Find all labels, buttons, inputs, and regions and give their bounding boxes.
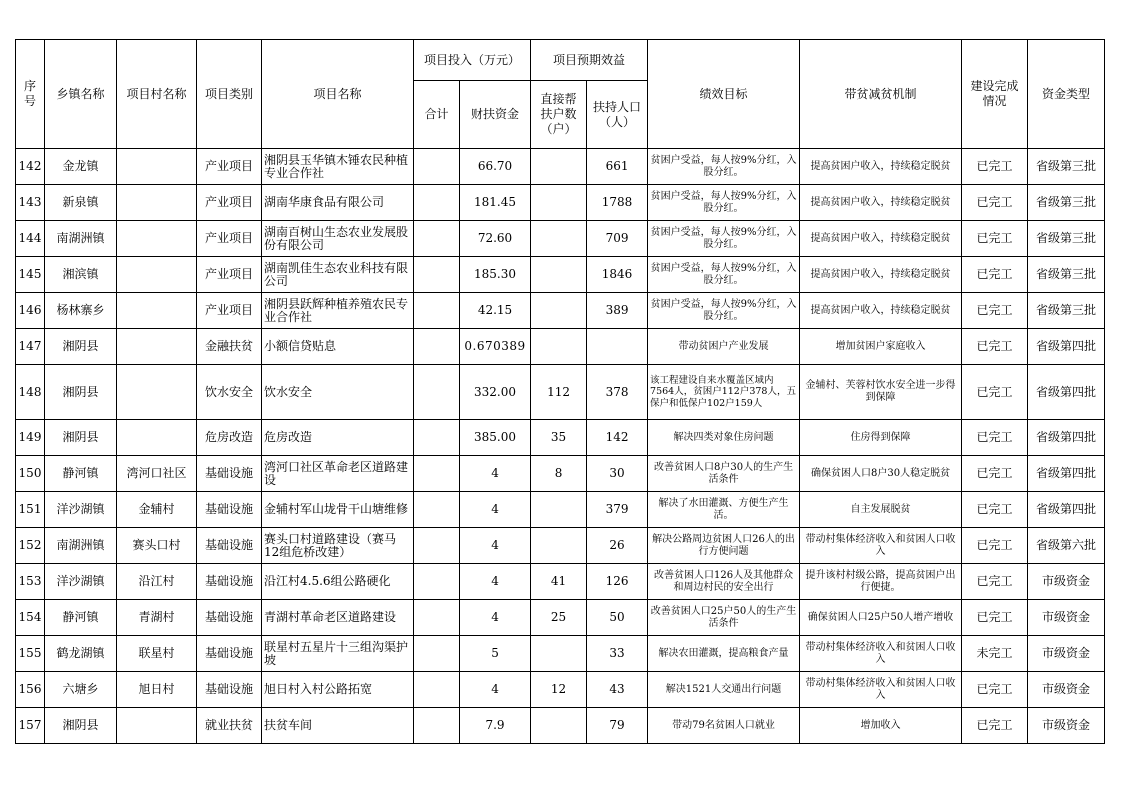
cell-fund: 5 — [460, 636, 531, 672]
project-table-sheet — [15, 39, 1105, 744]
cell-status: 已完工 — [962, 420, 1028, 456]
cell-category: 饮水安全 — [197, 365, 262, 420]
cell-status: 已完工 — [962, 185, 1028, 221]
cell-mechanism: 带动村集体经济收入和贫困人口收入 — [800, 636, 962, 672]
table-header — [16, 40, 1105, 149]
cell-funding: 省级第三批 — [1028, 221, 1105, 257]
cell-town: 湘阴县 — [45, 708, 117, 744]
cell-village — [117, 293, 197, 329]
cell-households: 8 — [531, 456, 587, 492]
cell-mechanism: 提高贫困户收入，持续稳定脱贫 — [800, 185, 962, 221]
cell-population: 50 — [587, 600, 648, 636]
cell-town: 南湖洲镇 — [45, 221, 117, 257]
cell-funding: 省级第三批 — [1028, 185, 1105, 221]
cell-village — [117, 708, 197, 744]
cell-total — [414, 149, 460, 185]
cell-population — [587, 329, 648, 365]
cell-village — [117, 149, 197, 185]
cell-project: 小额信贷贴息 — [262, 329, 414, 365]
cell-mechanism: 确保贫困人口8户30人稳定脱贫 — [800, 456, 962, 492]
cell-households — [531, 636, 587, 672]
table-row — [16, 456, 1105, 492]
cell-status: 已完工 — [962, 456, 1028, 492]
cell-seq: 145 — [16, 257, 45, 293]
cell-goal: 解决四类对象住房问题 — [648, 420, 800, 456]
cell-fund: 0.670389 — [460, 329, 531, 365]
cell-population: 30 — [587, 456, 648, 492]
cell-population: 1846 — [587, 257, 648, 293]
project-table — [15, 39, 1105, 744]
header-project: 项目名称 — [262, 40, 414, 149]
cell-project: 湘阴县玉华镇木锤农民种植专业合作社 — [262, 149, 414, 185]
cell-project: 扶贫车间 — [262, 708, 414, 744]
cell-category: 产业项目 — [197, 185, 262, 221]
cell-town: 南湖洲镇 — [45, 528, 117, 564]
cell-status: 未完工 — [962, 636, 1028, 672]
cell-goal: 解决了水田灌溉、方便生产生活。 — [648, 492, 800, 528]
cell-fund: 4 — [460, 456, 531, 492]
header-seq: 序号 — [16, 40, 45, 149]
cell-households — [531, 149, 587, 185]
cell-mechanism: 提升该村村级公路，提高贫困户出行便捷。 — [800, 564, 962, 600]
cell-status: 已完工 — [962, 708, 1028, 744]
cell-total — [414, 672, 460, 708]
cell-town: 新泉镇 — [45, 185, 117, 221]
cell-population: 26 — [587, 528, 648, 564]
cell-fund: 4 — [460, 564, 531, 600]
cell-project: 旭日村入村公路拓宽 — [262, 672, 414, 708]
cell-total — [414, 257, 460, 293]
cell-population: 378 — [587, 365, 648, 420]
cell-status: 已完工 — [962, 528, 1028, 564]
cell-households: 25 — [531, 600, 587, 636]
cell-seq: 152 — [16, 528, 45, 564]
cell-goal: 带动贫困户产业发展 — [648, 329, 800, 365]
cell-funding: 市级资金 — [1028, 708, 1105, 744]
cell-mechanism: 确保贫困人口25户50人增产增收 — [800, 600, 962, 636]
cell-goal: 贫困户受益，每人按9%分红，入股分红。 — [648, 293, 800, 329]
cell-seq: 156 — [16, 672, 45, 708]
cell-total — [414, 456, 460, 492]
header-mechanism: 带贫减贫机制 — [800, 40, 962, 149]
cell-town: 鹤龙湖镇 — [45, 636, 117, 672]
header-status: 建设完成情况 — [962, 40, 1028, 149]
cell-fund: 72.60 — [460, 221, 531, 257]
cell-village: 联星村 — [117, 636, 197, 672]
cell-funding: 市级资金 — [1028, 600, 1105, 636]
cell-village: 湾河口社区 — [117, 456, 197, 492]
cell-status: 已完工 — [962, 365, 1028, 420]
cell-category: 产业项目 — [197, 221, 262, 257]
cell-village — [117, 329, 197, 365]
cell-village: 青湖村 — [117, 600, 197, 636]
table-row — [16, 528, 1105, 564]
cell-funding: 省级第四批 — [1028, 492, 1105, 528]
cell-households: 112 — [531, 365, 587, 420]
cell-funding: 省级第三批 — [1028, 293, 1105, 329]
cell-goal: 改善贫困人口8户30人的生产生活条件 — [648, 456, 800, 492]
cell-mechanism: 带动村集体经济收入和贫困人口收入 — [800, 672, 962, 708]
table-row — [16, 672, 1105, 708]
cell-fund: 66.70 — [460, 149, 531, 185]
cell-seq: 147 — [16, 329, 45, 365]
cell-status: 已完工 — [962, 329, 1028, 365]
cell-goal: 改善贫困人口25户50人的生产生活条件 — [648, 600, 800, 636]
cell-seq: 153 — [16, 564, 45, 600]
cell-mechanism: 提高贫困户收入，持续稳定脱贫 — [800, 221, 962, 257]
table-row — [16, 329, 1105, 365]
cell-seq: 149 — [16, 420, 45, 456]
table-row — [16, 564, 1105, 600]
cell-mechanism: 增加贫困户家庭收入 — [800, 329, 962, 365]
cell-fund: 385.00 — [460, 420, 531, 456]
cell-village: 赛头口村 — [117, 528, 197, 564]
cell-project: 联星村五星片十三组沟渠护坡 — [262, 636, 414, 672]
cell-town: 杨林寨乡 — [45, 293, 117, 329]
cell-town: 湘阴县 — [45, 420, 117, 456]
cell-population: 661 — [587, 149, 648, 185]
header-town: 乡镇名称 — [45, 40, 117, 149]
cell-population: 379 — [587, 492, 648, 528]
cell-status: 已完工 — [962, 492, 1028, 528]
cell-mechanism: 带动村集体经济收入和贫困人口收入 — [800, 528, 962, 564]
cell-goal: 改善贫困人口126人及其他群众和周边村民的安全出行 — [648, 564, 800, 600]
cell-category: 基础设施 — [197, 672, 262, 708]
cell-town: 洋沙湖镇 — [45, 564, 117, 600]
header-fund: 财扶资金 — [460, 81, 531, 149]
cell-fund: 185.30 — [460, 257, 531, 293]
header-population: 扶持人口（人） — [587, 81, 648, 149]
cell-total — [414, 293, 460, 329]
cell-total — [414, 636, 460, 672]
cell-households — [531, 329, 587, 365]
cell-category: 产业项目 — [197, 257, 262, 293]
cell-goal: 贫困户受益，每人按9%分红，入股分红。 — [648, 149, 800, 185]
cell-seq: 144 — [16, 221, 45, 257]
cell-town: 静河镇 — [45, 600, 117, 636]
cell-project: 湖南百树山生态农业发展股份有限公司 — [262, 221, 414, 257]
cell-households: 12 — [531, 672, 587, 708]
cell-town: 湘阴县 — [45, 329, 117, 365]
cell-goal: 解决公路周边贫困人口26人的出行方便问题 — [648, 528, 800, 564]
cell-households — [531, 185, 587, 221]
table-row — [16, 185, 1105, 221]
cell-goal: 解决农田灌溉，提高粮食产量 — [648, 636, 800, 672]
cell-goal: 贫困户受益，每人按9%分红，入股分红。 — [648, 185, 800, 221]
cell-population: 1788 — [587, 185, 648, 221]
cell-status: 已完工 — [962, 293, 1028, 329]
cell-project: 湖南华康食品有限公司 — [262, 185, 414, 221]
cell-town: 金龙镇 — [45, 149, 117, 185]
cell-category: 产业项目 — [197, 149, 262, 185]
cell-goal: 带动79名贫困人口就业 — [648, 708, 800, 744]
cell-seq: 150 — [16, 456, 45, 492]
cell-category: 基础设施 — [197, 564, 262, 600]
cell-seq: 157 — [16, 708, 45, 744]
cell-households — [531, 708, 587, 744]
cell-mechanism: 自主发展脱贫 — [800, 492, 962, 528]
cell-town: 洋沙湖镇 — [45, 492, 117, 528]
cell-village: 金辅村 — [117, 492, 197, 528]
table-row — [16, 708, 1105, 744]
cell-status: 已完工 — [962, 221, 1028, 257]
cell-population: 33 — [587, 636, 648, 672]
cell-village — [117, 257, 197, 293]
cell-seq: 143 — [16, 185, 45, 221]
table-row — [16, 600, 1105, 636]
cell-goal: 贫困户受益，每人按9%分红，入股分红。 — [648, 257, 800, 293]
cell-total — [414, 528, 460, 564]
cell-funding: 省级第四批 — [1028, 329, 1105, 365]
cell-total — [414, 600, 460, 636]
cell-seq: 155 — [16, 636, 45, 672]
table-row — [16, 420, 1105, 456]
cell-total — [414, 492, 460, 528]
cell-mechanism: 提高贫困户收入，持续稳定脱贫 — [800, 149, 962, 185]
table-row — [16, 257, 1105, 293]
cell-category: 就业扶贫 — [197, 708, 262, 744]
cell-population: 142 — [587, 420, 648, 456]
cell-town: 湘阴县 — [45, 365, 117, 420]
cell-project: 危房改造 — [262, 420, 414, 456]
cell-project: 湘阴县跃辉种植养殖农民专业合作社 — [262, 293, 414, 329]
cell-population: 79 — [587, 708, 648, 744]
cell-total — [414, 708, 460, 744]
cell-category: 金融扶贫 — [197, 329, 262, 365]
cell-mechanism: 金辅村、芙蓉村饮水安全进一步得到保障 — [800, 365, 962, 420]
cell-village — [117, 365, 197, 420]
cell-category: 基础设施 — [197, 636, 262, 672]
cell-status: 已完工 — [962, 600, 1028, 636]
cell-seq: 151 — [16, 492, 45, 528]
cell-fund: 4 — [460, 672, 531, 708]
cell-project: 金辅村军山垅骨干山塘维修 — [262, 492, 414, 528]
table-row — [16, 293, 1105, 329]
cell-population: 389 — [587, 293, 648, 329]
cell-funding: 省级第三批 — [1028, 257, 1105, 293]
cell-funding: 省级第三批 — [1028, 149, 1105, 185]
header-category: 项目类别 — [197, 40, 262, 149]
cell-project: 湾河口社区革命老区道路建设 — [262, 456, 414, 492]
cell-category: 产业项目 — [197, 293, 262, 329]
cell-households — [531, 293, 587, 329]
cell-project: 湖南凯佳生态农业科技有限公司 — [262, 257, 414, 293]
cell-category: 基础设施 — [197, 600, 262, 636]
cell-population: 126 — [587, 564, 648, 600]
cell-households: 35 — [531, 420, 587, 456]
header-investment: 项目投入（万元） — [414, 40, 531, 81]
cell-status: 已完工 — [962, 672, 1028, 708]
table-body — [16, 149, 1105, 744]
header-total: 合计 — [414, 81, 460, 149]
table-row — [16, 221, 1105, 257]
cell-funding: 省级第四批 — [1028, 420, 1105, 456]
cell-fund: 7.9 — [460, 708, 531, 744]
cell-village: 沿江村 — [117, 564, 197, 600]
cell-town: 六塘乡 — [45, 672, 117, 708]
cell-status: 已完工 — [962, 257, 1028, 293]
cell-seq: 148 — [16, 365, 45, 420]
cell-seq: 154 — [16, 600, 45, 636]
cell-total — [414, 185, 460, 221]
cell-mechanism: 增加收入 — [800, 708, 962, 744]
cell-mechanism: 住房得到保障 — [800, 420, 962, 456]
cell-goal: 贫困户受益，每人按9%分红，入股分红。 — [648, 221, 800, 257]
cell-village — [117, 185, 197, 221]
cell-total — [414, 420, 460, 456]
cell-households — [531, 221, 587, 257]
cell-town: 湘滨镇 — [45, 257, 117, 293]
header-goal: 绩效目标 — [648, 40, 800, 149]
cell-village — [117, 420, 197, 456]
cell-category: 基础设施 — [197, 492, 262, 528]
cell-fund: 332.00 — [460, 365, 531, 420]
cell-funding: 省级第四批 — [1028, 456, 1105, 492]
cell-category: 危房改造 — [197, 420, 262, 456]
cell-town: 静河镇 — [45, 456, 117, 492]
cell-households — [531, 492, 587, 528]
cell-category: 基础设施 — [197, 456, 262, 492]
cell-goal: 该工程建设自来水覆盖区域内7564人，贫困户112户378人，五保户和低保户102户159人 — [648, 365, 800, 420]
cell-seq: 142 — [16, 149, 45, 185]
cell-fund: 4 — [460, 600, 531, 636]
cell-project: 饮水安全 — [262, 365, 414, 420]
cell-funding: 市级资金 — [1028, 564, 1105, 600]
cell-village — [117, 221, 197, 257]
header-households: 直接帮扶户数（户） — [531, 81, 587, 149]
cell-total — [414, 221, 460, 257]
cell-total — [414, 329, 460, 365]
header-benefit: 项目预期效益 — [531, 40, 648, 81]
cell-project: 沿江村4.5.6组公路硬化 — [262, 564, 414, 600]
table-row — [16, 636, 1105, 672]
cell-households: 41 — [531, 564, 587, 600]
cell-village: 旭日村 — [117, 672, 197, 708]
cell-mechanism: 提高贫困户收入，持续稳定脱贫 — [800, 293, 962, 329]
cell-funding: 市级资金 — [1028, 636, 1105, 672]
cell-population: 43 — [587, 672, 648, 708]
cell-goal: 解决1521人交通出行问题 — [648, 672, 800, 708]
cell-funding: 省级第六批 — [1028, 528, 1105, 564]
cell-mechanism: 提高贫困户收入，持续稳定脱贫 — [800, 257, 962, 293]
cell-status: 已完工 — [962, 564, 1028, 600]
cell-fund: 4 — [460, 492, 531, 528]
cell-status: 已完工 — [962, 149, 1028, 185]
cell-project: 赛头口村道路建设（赛马12组危桥改建） — [262, 528, 414, 564]
cell-fund: 4 — [460, 528, 531, 564]
cell-fund: 42.15 — [460, 293, 531, 329]
cell-total — [414, 365, 460, 420]
header-funding: 资金类型 — [1028, 40, 1105, 149]
cell-funding: 市级资金 — [1028, 672, 1105, 708]
cell-population: 709 — [587, 221, 648, 257]
cell-households — [531, 528, 587, 564]
cell-category: 基础设施 — [197, 528, 262, 564]
cell-seq: 146 — [16, 293, 45, 329]
cell-project: 青湖村革命老区道路建设 — [262, 600, 414, 636]
table-row — [16, 492, 1105, 528]
cell-households — [531, 257, 587, 293]
header-village: 项目村名称 — [117, 40, 197, 149]
cell-funding: 省级第四批 — [1028, 365, 1105, 420]
cell-total — [414, 564, 460, 600]
table-row — [16, 365, 1105, 420]
table-row — [16, 149, 1105, 185]
cell-fund: 181.45 — [460, 185, 531, 221]
